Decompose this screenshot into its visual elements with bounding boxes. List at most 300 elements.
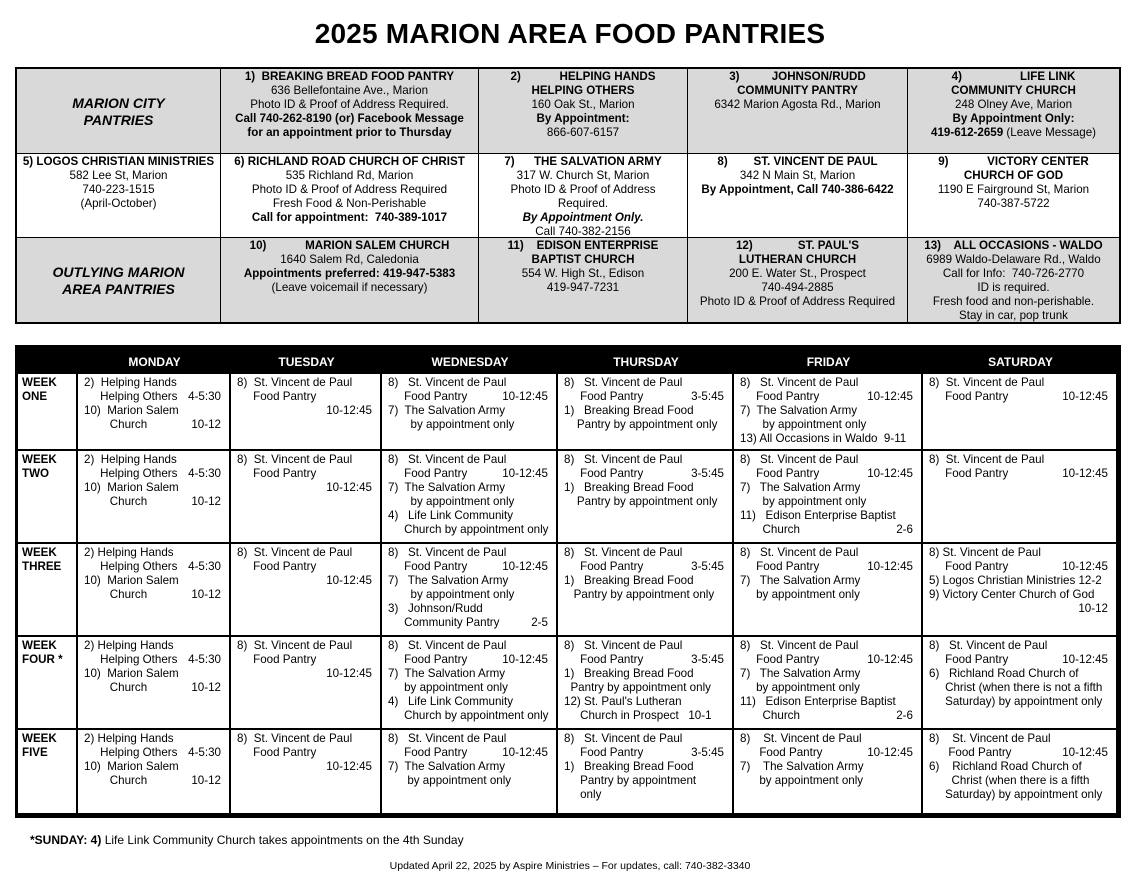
entry-text: only xyxy=(564,787,602,801)
week-label xyxy=(18,374,76,449)
entry-text xyxy=(237,481,326,495)
entry-text: Pantry by appointment only xyxy=(564,587,715,601)
schedule-entry-line xyxy=(84,404,229,418)
pantry-detail: ID is required. xyxy=(977,281,1050,294)
schedule-entry-line xyxy=(388,467,556,481)
entry-text: by appointment only xyxy=(740,587,860,601)
entry-text: 8) St. Vincent de Paul xyxy=(740,453,859,466)
entry-text: Food Pantry xyxy=(564,389,644,403)
entry-text: Helping Others xyxy=(84,745,178,759)
pantry-detail: Call 740-262-8190 (or) Facebook Message xyxy=(235,112,464,125)
entry-text: Christ (when there is not a fifth xyxy=(929,680,1103,694)
schedule-entry-line xyxy=(564,760,732,774)
pantry-detail: By Appointment Only. xyxy=(522,211,644,224)
entry-text: 2) Helping Hands xyxy=(84,639,174,652)
schedule-entry-line xyxy=(740,467,921,481)
schedule-entry-line xyxy=(564,746,732,760)
schedule-entry-line xyxy=(237,453,380,467)
region-outlying: OUTLYING MARION AREA PANTRIES xyxy=(17,238,221,322)
schedule-entry-line xyxy=(388,453,556,467)
schedule-entry-line xyxy=(84,653,229,667)
entry-text: 1) Breaking Bread Food xyxy=(564,480,694,494)
entry-text: 7) The Salvation Army xyxy=(740,666,861,680)
schedule-entry-line xyxy=(929,588,1116,602)
pantry-detail: COMMUNITY CHURCH xyxy=(951,84,1076,97)
week-label-text: WEEK FOUR * xyxy=(22,639,63,666)
entry-time: 10-12:45 xyxy=(326,759,372,773)
pantry-card-5 xyxy=(17,154,221,238)
schedule-entry-line xyxy=(237,732,380,746)
entry-text: 2) Helping Hands xyxy=(84,732,174,745)
week-label xyxy=(18,637,76,728)
entry-time: 10-12:45 xyxy=(502,389,548,403)
entry-text: by appointment only xyxy=(740,417,867,431)
entry-text: 7) The Salvation Army xyxy=(388,403,506,417)
entry-time: 10-12:45 xyxy=(326,573,372,587)
schedule-entry-line xyxy=(388,481,556,495)
entry-text: Food Pantry xyxy=(929,652,1009,666)
entry-text: 6) Richland Road Church of xyxy=(929,759,1082,773)
entry-text: by appointment only xyxy=(388,587,515,601)
entry-time: 4-5:30 xyxy=(188,389,221,403)
entry-time: 10-12:45 xyxy=(867,559,913,573)
entry-text: 8) St. Vincent de Paul xyxy=(388,639,507,652)
schedule-entry-line xyxy=(929,788,1116,802)
entry-text: 8) St. Vincent de Paul xyxy=(740,732,862,745)
entry-text: 8) St. Vincent de Paul xyxy=(740,639,859,652)
entry-time: 10-12 xyxy=(191,417,221,431)
schedule-entry-line xyxy=(84,667,229,681)
schedule-entry-line xyxy=(564,546,732,560)
pantry-name: 10) MARION SALEM CHURCH xyxy=(249,239,450,252)
pantry-detail: 1190 E Fairground St, Marion xyxy=(937,183,1090,196)
schedule-cell-wednesday xyxy=(382,637,556,728)
pantry-detail: Call for appointment: 740-389-1017 xyxy=(251,211,448,224)
week-label xyxy=(18,730,76,813)
day-header-monday: MONDAY xyxy=(128,355,181,369)
entry-time: 4-5:30 xyxy=(188,559,221,573)
schedule-entry-line xyxy=(740,695,921,709)
schedule-cell-friday xyxy=(734,637,921,728)
schedule-cell-tuesday xyxy=(231,451,380,542)
entry-time: 10-12:45 xyxy=(502,466,548,480)
pantry-directory xyxy=(15,67,1121,324)
schedule-entry-line xyxy=(929,760,1116,774)
pantry-card-7 xyxy=(479,154,688,238)
pantry-name: 1) BREAKING BREAD FOOD PANTRY xyxy=(244,70,455,83)
pantry-detail: 740-223-1515 xyxy=(82,183,155,196)
entry-text: by appointment only xyxy=(740,494,867,508)
pantry-detail: BAPTIST CHURCH xyxy=(531,253,635,266)
entry-text: 7) The Salvation Army xyxy=(388,573,509,587)
region-marion-city: MARION CITY PANTRIES xyxy=(17,69,221,154)
entry-text: Pantry by appointment xyxy=(564,773,697,787)
schedule-cell-monday xyxy=(78,637,229,728)
entry-time: 10-12:45 xyxy=(1062,559,1108,573)
schedule-cell-wednesday xyxy=(382,544,556,635)
entry-text: by appointment only xyxy=(388,773,512,787)
schedule-entry-line xyxy=(740,774,921,788)
schedule-entry-line xyxy=(84,681,229,695)
pantry-detail: Fresh Food & Non-Perishable xyxy=(272,197,427,210)
entry-text: 1) Breaking Bread Food xyxy=(564,666,694,680)
entry-time: 3-5:45 xyxy=(691,745,724,759)
pantry-detail: COMMUNITY PANTRY xyxy=(737,84,858,97)
pantry-card-3 xyxy=(688,69,908,154)
entry-text: Food Pantry xyxy=(388,466,468,480)
entry-time: 10-12:45 xyxy=(867,745,913,759)
schedule-cell-monday xyxy=(78,544,229,635)
schedule-entry-line xyxy=(564,404,732,418)
pantry-detail: Photo ID & Proof of Address Required xyxy=(699,295,896,308)
entry-time: 4-5:30 xyxy=(188,745,221,759)
page-title: 2025 MARION AREA FOOD PANTRIES xyxy=(314,18,826,49)
schedule-entry-line xyxy=(388,404,556,418)
entry-text: 10) Marion Salem xyxy=(84,573,179,587)
entry-time: 10-12:45 xyxy=(867,389,913,403)
pantry-detail: CHURCH OF GOD xyxy=(963,169,1064,182)
pantry-name: 11) EDISON ENTERPRISE xyxy=(507,239,659,252)
entry-time: 10-12:45 xyxy=(326,666,372,680)
entry-text: 8) St. Vincent de Paul xyxy=(564,376,683,389)
entry-text: Food Pantry xyxy=(237,745,317,759)
entry-text: 8) St. Vincent de Paul xyxy=(388,453,507,466)
pantry-name: 7) THE SALVATION ARMY xyxy=(504,155,662,168)
entry-text: by appointment only xyxy=(740,773,864,787)
entry-text: 8) St. Vincent de Paul xyxy=(237,546,353,559)
entry-text: 8) St. Vincent de Paul xyxy=(929,546,1041,559)
entry-text: Church by appointment only xyxy=(388,522,549,536)
pantry-detail: 6342 Marion Agosta Rd., Marion xyxy=(714,98,881,111)
schedule-entry-line xyxy=(929,732,1116,746)
pantry-detail: 636 Bellefontaine Ave., Marion xyxy=(270,84,429,97)
week-label-text: WEEK FIVE xyxy=(22,732,57,759)
schedule-cell-thursday xyxy=(558,730,732,813)
pantry-detail: 248 Olney Ave, Marion xyxy=(954,98,1073,111)
schedule-entry-line xyxy=(237,376,380,390)
day-header-thursday: THURSDAY xyxy=(613,355,679,369)
pantry-card-8 xyxy=(688,154,908,238)
pantry-detail: 582 Lee St, Marion xyxy=(69,169,168,182)
entry-text: 1) Breaking Bread Food xyxy=(564,759,694,773)
schedule-entry-line xyxy=(929,376,1116,390)
entry-text: Helping Others xyxy=(84,559,178,573)
entry-text: 8) St. Vincent de Paul xyxy=(388,546,507,559)
footnote-star: * xyxy=(30,833,35,847)
week-label xyxy=(18,544,76,635)
schedule-cell-tuesday xyxy=(231,374,380,449)
pantry-detail: (Leave voicemail if necessary) xyxy=(271,281,428,294)
entry-time: 10-12:45 xyxy=(502,652,548,666)
pantry-name: 6) RICHLAND ROAD CHURCH OF CHRIST xyxy=(234,155,465,168)
entry-text: Church by appointment only xyxy=(388,708,549,722)
entry-time: 10-12:45 xyxy=(326,480,372,494)
schedule-entry-line xyxy=(564,732,732,746)
entry-text: Pantry by appointment only xyxy=(564,417,718,431)
pantry-detail: (April-October) xyxy=(80,197,157,210)
weekly-schedule xyxy=(15,345,1121,818)
entry-time: 4-5:30 xyxy=(188,652,221,666)
schedule-entry-line xyxy=(740,376,921,390)
schedule-entry-line xyxy=(84,467,229,481)
pantry-detail: 1640 Salem Rd, Caledonia xyxy=(280,253,419,266)
schedule-entry-line xyxy=(740,639,921,653)
schedule-entry-line xyxy=(740,546,921,560)
schedule-entry-line xyxy=(237,390,380,404)
schedule-entry-line xyxy=(740,588,921,602)
schedule-entry-line xyxy=(237,404,380,418)
entry-text: Food Pantry xyxy=(564,559,644,573)
schedule-entry-line xyxy=(740,418,921,432)
schedule-entry-line xyxy=(740,681,921,695)
schedule-entry-line xyxy=(84,560,229,574)
pantry-detail: for an appointment prior to Thursday xyxy=(247,126,452,139)
schedule-entry-line xyxy=(84,453,229,467)
pantry-card-13 xyxy=(908,238,1119,322)
schedule-cell-wednesday xyxy=(382,730,556,813)
pantry-name: 9) VICTORY CENTER xyxy=(938,155,1089,168)
entry-text: Saturday) by appointment only xyxy=(929,787,1103,801)
entry-text: Food Pantry xyxy=(929,745,1012,759)
entry-time: 10-12:45 xyxy=(1062,389,1108,403)
day-header-saturday: SATURDAY xyxy=(988,355,1053,369)
schedule-entry-line xyxy=(388,653,556,667)
schedule-entry-line xyxy=(929,546,1116,560)
schedule-cell-saturday xyxy=(923,374,1116,449)
schedule-entry-line xyxy=(929,653,1116,667)
schedule-entry-line xyxy=(740,453,921,467)
schedule-entry-line xyxy=(564,453,732,467)
entry-text: 2) Helping Hands xyxy=(84,376,177,389)
entry-text: 10) Marion Salem xyxy=(84,666,179,680)
schedule-entry-line xyxy=(740,746,921,760)
entry-text xyxy=(237,667,326,681)
schedule-cell-wednesday xyxy=(382,451,556,542)
schedule-entry-line xyxy=(388,546,556,560)
schedule-cell-monday xyxy=(78,374,229,449)
schedule-entry-line xyxy=(564,788,732,802)
schedule-entry-line xyxy=(84,390,229,404)
schedule-entry-line xyxy=(84,588,229,602)
entry-text: 5) Logos Christian Ministries 12-2 xyxy=(929,573,1102,587)
schedule-entry-line xyxy=(84,418,229,432)
schedule-entry-line xyxy=(929,574,1116,588)
schedule-entry-line xyxy=(84,574,229,588)
entry-time: 4-5:30 xyxy=(188,466,221,480)
entry-time: 10-12 xyxy=(1078,601,1108,615)
pantry-phone-note: (Leave Message) xyxy=(1003,126,1096,139)
pantry-name: 3) JOHNSON/RUDD xyxy=(729,70,866,83)
schedule-entry-line xyxy=(564,681,732,695)
entry-text xyxy=(929,602,1078,616)
schedule-entry-line xyxy=(388,588,556,602)
entry-time: 10-12:45 xyxy=(502,559,548,573)
entry-time: 3-5:45 xyxy=(691,389,724,403)
entry-text: 8) St. Vincent de Paul xyxy=(929,732,1051,745)
schedule-entry-line xyxy=(929,560,1116,574)
entry-text: 3) Johnson/Rudd xyxy=(388,601,483,615)
schedule-entry-line xyxy=(929,467,1116,481)
entry-text: 8) St. Vincent de Paul xyxy=(237,376,353,389)
schedule-cell-thursday xyxy=(558,374,732,449)
schedule-entry-line xyxy=(388,639,556,653)
pantry-name: 8) ST. VINCENT DE PAUL xyxy=(717,155,878,168)
entry-time: 2-6 xyxy=(896,708,913,722)
schedule-entry-line xyxy=(564,574,732,588)
schedule-entry-line xyxy=(740,495,921,509)
pantry-detail: Call for Info: 740-726-2770 xyxy=(942,267,1085,280)
schedule-cell-tuesday xyxy=(231,544,380,635)
schedule-entry-line xyxy=(740,760,921,774)
schedule-entry-line xyxy=(84,495,229,509)
pantry-detail: Required. xyxy=(557,197,609,210)
entry-text: 11) Edison Enterprise Baptist xyxy=(740,694,896,708)
schedule-cell-wednesday xyxy=(382,374,556,449)
pantry-phone: 419-612-2659 xyxy=(931,126,1004,139)
entry-text: 7) The Salvation Army xyxy=(388,666,506,680)
schedule-entry-line xyxy=(740,523,921,537)
entry-time: 10-12:45 xyxy=(326,403,372,417)
pantry-card-4 xyxy=(908,69,1119,154)
schedule-cell-thursday xyxy=(558,637,732,728)
entry-text: Food Pantry xyxy=(388,652,468,666)
entry-text: 8) St. Vincent de Paul xyxy=(237,453,353,466)
entry-text: 7) The Salvation Army xyxy=(388,480,506,494)
schedule-cell-friday xyxy=(734,374,921,449)
pantry-detail: By Appointment: xyxy=(536,112,630,125)
entry-text: Church xyxy=(84,773,148,787)
sunday-footnote xyxy=(30,833,464,847)
entry-text: by appointment only xyxy=(740,680,860,694)
entry-text: 7) The Salvation Army xyxy=(740,480,861,494)
schedule-entry-line xyxy=(564,695,732,709)
pantry-detail: LUTHERAN CHURCH xyxy=(738,253,857,266)
entry-text xyxy=(237,404,326,418)
entry-text: 9) Victory Center Church of God xyxy=(929,587,1095,601)
entry-text: by appointment only xyxy=(388,494,515,508)
entry-text: 8) St. Vincent de Paul xyxy=(929,453,1045,466)
entry-text: Church xyxy=(740,708,800,722)
schedule-entry-line xyxy=(740,481,921,495)
schedule-entry-line xyxy=(388,774,556,788)
schedule-entry-line xyxy=(388,390,556,404)
entry-text: Food Pantry xyxy=(740,466,820,480)
pantry-card-1 xyxy=(221,69,479,154)
week-label-text: WEEK ONE xyxy=(22,376,57,403)
entry-time: 3-5:45 xyxy=(691,652,724,666)
entry-text: Food Pantry xyxy=(740,745,823,759)
pantry-detail: 535 Richland Rd, Marion xyxy=(285,169,414,182)
schedule-entry-line xyxy=(564,495,732,509)
schedule-entry-line xyxy=(237,667,380,681)
schedule-entry-line xyxy=(564,560,732,574)
pantry-name: 2) HELPING HANDS xyxy=(510,70,656,83)
pantry-detail: Appointments preferred: 419-947-5383 xyxy=(243,267,456,280)
entry-text: 2) Helping Hands xyxy=(84,546,174,559)
pantry-detail: Stay in car, pop trunk xyxy=(959,309,1068,322)
entry-text: 8) St. Vincent de Paul xyxy=(564,732,683,745)
schedule-entry-line xyxy=(564,774,732,788)
entry-text: 11) Edison Enterprise Baptist xyxy=(740,508,896,522)
schedule-entry-line xyxy=(388,418,556,432)
entry-text: 8) St. Vincent de Paul xyxy=(740,546,859,559)
schedule-entry-line xyxy=(237,760,380,774)
entry-text: Church xyxy=(84,680,148,694)
schedule-entry-line xyxy=(388,695,556,709)
entry-text: 8) St. Vincent de Paul xyxy=(740,376,859,389)
entry-text: 8) St. Vincent de Paul xyxy=(388,732,507,745)
schedule-entry-line xyxy=(388,376,556,390)
schedule-header-row xyxy=(18,348,1118,373)
pantry-detail: Photo ID & Proof of Address Required. xyxy=(250,98,449,111)
schedule-entry-line xyxy=(740,432,921,446)
schedule-entry-line xyxy=(564,376,732,390)
entry-text: 8) St. Vincent de Paul xyxy=(564,546,683,559)
schedule-entry-line xyxy=(388,746,556,760)
pantry-name: 12) ST. PAUL'S xyxy=(735,239,859,252)
entry-text: 10) Marion Salem xyxy=(84,480,179,494)
schedule-entry-line xyxy=(84,639,229,653)
schedule-entry-line xyxy=(237,574,380,588)
day-header-tuesday: TUESDAY xyxy=(278,355,335,369)
entry-text: 4) Life Link Community xyxy=(388,694,514,708)
schedule-entry-line xyxy=(740,667,921,681)
entry-text: Helping Others xyxy=(84,389,178,403)
entry-time: 10-12:45 xyxy=(1062,745,1108,759)
week-label-text: WEEK THREE xyxy=(22,546,62,573)
schedule-cell-tuesday xyxy=(231,637,380,728)
entry-time: 10-12 xyxy=(191,773,221,787)
entry-time: 3-5:45 xyxy=(691,466,724,480)
schedule-entry-line xyxy=(564,418,732,432)
schedule-entry-line xyxy=(740,509,921,523)
pantry-detail: By Appointment Only: xyxy=(952,112,1075,125)
schedule-entry-line xyxy=(84,732,229,746)
entry-text: 4) Life Link Community xyxy=(388,508,514,522)
pantry-detail xyxy=(911,126,1116,140)
schedule-entry-line xyxy=(929,602,1116,616)
entry-text: Food Pantry xyxy=(929,559,1009,573)
schedule-cell-friday xyxy=(734,451,921,542)
pantry-detail: 419-947-7231 xyxy=(546,281,620,294)
entry-time: 10-12:45 xyxy=(867,466,913,480)
pantry-detail: By Appointment, Call 740-386-6422 xyxy=(701,183,894,196)
entry-text: Church xyxy=(84,494,148,508)
pantry-detail: 866-607-6157 xyxy=(546,126,620,139)
pantry-detail: 317 W. Church St, Marion xyxy=(516,169,650,182)
schedule-entry-line xyxy=(740,653,921,667)
day-header-wednesday: WEDNESDAY xyxy=(431,355,509,369)
pantry-detail: 342 N Main St, Marion xyxy=(739,169,856,182)
schedule-entry-line xyxy=(84,481,229,495)
schedule-entry-line xyxy=(740,390,921,404)
entry-text: 7) The Salvation Army xyxy=(740,403,858,417)
entry-text: by appointment only xyxy=(388,417,515,431)
schedule-entry-line xyxy=(388,681,556,695)
week-label-text: WEEK TWO xyxy=(22,453,57,480)
pantry-card-9 xyxy=(908,154,1119,238)
schedule-entry-line xyxy=(929,695,1116,709)
schedule-entry-line xyxy=(564,467,732,481)
entry-text: Food Pantry xyxy=(388,559,468,573)
pantry-detail: 200 E. Water St., Prospect xyxy=(729,267,866,280)
schedule-cell-saturday xyxy=(923,544,1116,635)
entry-text: 2) Helping Hands xyxy=(84,453,177,466)
entry-text: Helping Others xyxy=(84,652,178,666)
schedule-entry-line xyxy=(929,639,1116,653)
footnote-text: Life Link Community Church takes appointments on the 4th Sunday xyxy=(101,833,464,847)
pantry-detail: 160 Oak St., Marion xyxy=(531,98,635,111)
